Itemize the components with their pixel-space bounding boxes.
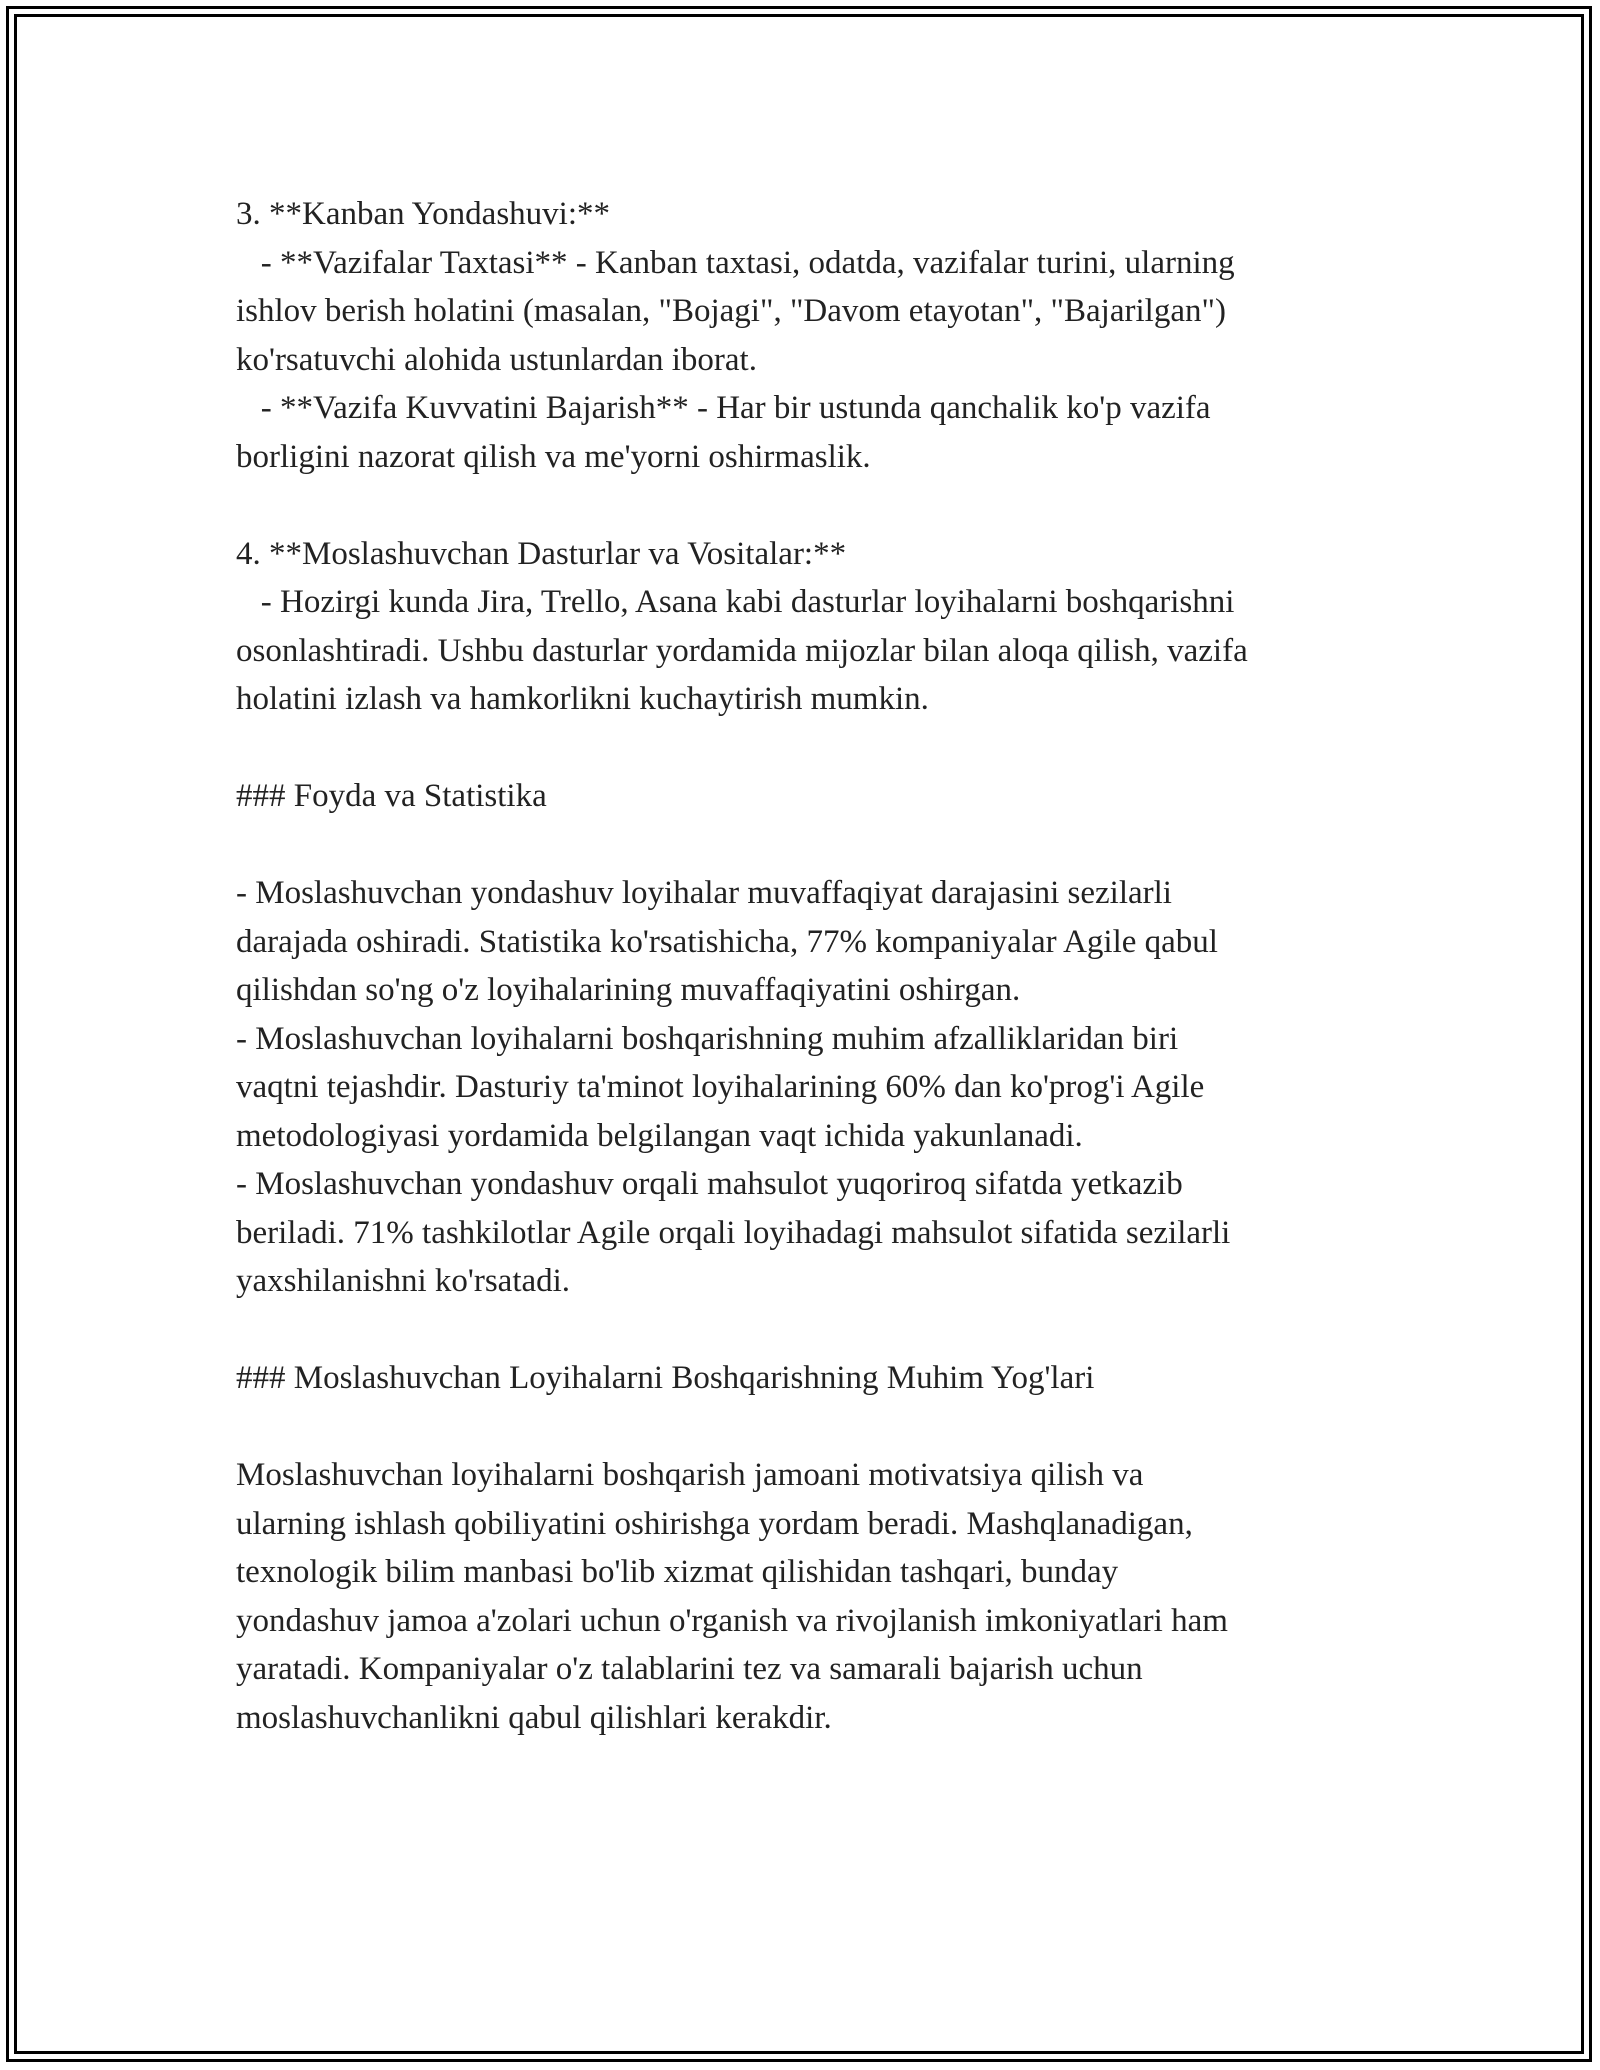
paragraph-line: texnologik bilim manbasi bo'lib xizmat qilishidan tashqari, bunday bbox=[236, 1554, 1119, 1590]
sub-item: - **Vazifa Kuvvatini Bajarish** - Har bir ustunda qanchalik ko'p vazifa bbox=[236, 390, 1211, 426]
list-item-heading: 4. **Moslashuvchan Dasturlar va Vositalar:** bbox=[236, 535, 847, 572]
text-line: holatini izlash va hamkorlikni kuchaytirish mumkin. bbox=[236, 681, 929, 717]
text-line: darajada oshiradi. Statistika ko'rsatishicha, 77% kompaniyalar Agile qabul bbox=[236, 923, 1218, 960]
blank-line bbox=[236, 1306, 1366, 1355]
paragraph-line: Moslashuvchan loyihalarni boshqarish jamoani motivatsiya qilish va bbox=[236, 1457, 1144, 1493]
document-body bbox=[236, 190, 1366, 1742]
paragraph-line: yondashuv jamoa a'zolari uchun o'rganish va rivojlanish imkoniyatlari ham bbox=[236, 1602, 1228, 1639]
sub-item: - Hozirgi kunda Jira, Trello, Asana kabi dasturlar loyihalarni boshqarishni bbox=[236, 584, 1235, 620]
sub-item: - **Vazifalar Taxtasi** - Kanban taxtasi, odatda, vazifalar turini, ularning bbox=[236, 244, 1235, 281]
paragraph-line: yaratadi. Kompaniyalar o'z talablarini tez va samarali bajarish uchun bbox=[236, 1651, 1143, 1687]
text-line: qilishdan so'ng o'z loyihalarining muvaffaqiyatini oshirgan. bbox=[236, 972, 1021, 1008]
text-line: borligini nazorat qilish va me'yorni oshirmaslik. bbox=[236, 438, 871, 475]
text-line: metodologiyasi yordamida belgilangan vaqt ichida yakunlanadi. bbox=[236, 1117, 1083, 1154]
list-item-heading: 3. **Kanban Yondashuvi:** bbox=[236, 196, 611, 232]
text-line: vaqtni tejashdir. Dasturiy ta'minot loyihalarining 60% dan ko'prog'i Agile bbox=[236, 1069, 1205, 1105]
paragraph-line: ularning ishlash qobiliyatini oshirishga yordam beradi. Mashqlanadigan, bbox=[236, 1505, 1193, 1542]
section-heading: ### Foyda va Statistika bbox=[236, 778, 547, 814]
bullet-item: - Moslashuvchan loyihalarni boshqarishning muhim afzalliklaridan biri bbox=[236, 1020, 1179, 1057]
blank-line bbox=[236, 724, 1366, 773]
text-line: beriladi. 71% tashkilotlar Agile orqali loyihadagi mahsulot sifatida sezilarli bbox=[236, 1214, 1231, 1251]
blank-line bbox=[236, 1403, 1366, 1452]
blank-line bbox=[236, 481, 1366, 530]
text-line: ishlov berish holatini (masalan, "Bojagi", "Davom etayotan", "Bajarilgan") bbox=[236, 293, 1226, 329]
paragraph-line: moslashuvchanlikni qabul qilishlari kerakdir. bbox=[236, 1699, 832, 1736]
text-line: osonlashtiradi. Ushbu dasturlar yordamida mijozlar bilan aloqa qilish, vazifa bbox=[236, 632, 1248, 669]
bullet-item: - Moslashuvchan yondashuv loyihalar muvaffaqiyat darajasini sezilarli bbox=[236, 875, 1172, 911]
text-line: yaxshilanishni ko'rsatadi. bbox=[236, 1263, 571, 1299]
text-line: ko'rsatuvchi alohida ustunlardan iborat. bbox=[236, 341, 757, 378]
blank-line bbox=[236, 821, 1366, 870]
section-heading: ### Moslashuvchan Loyihalarni Boshqarishning Muhim Yog'lari bbox=[236, 1360, 1095, 1396]
bullet-item: - Moslashuvchan yondashuv orqali mahsulot yuqoriroq sifatda yetkazib bbox=[236, 1166, 1183, 1202]
